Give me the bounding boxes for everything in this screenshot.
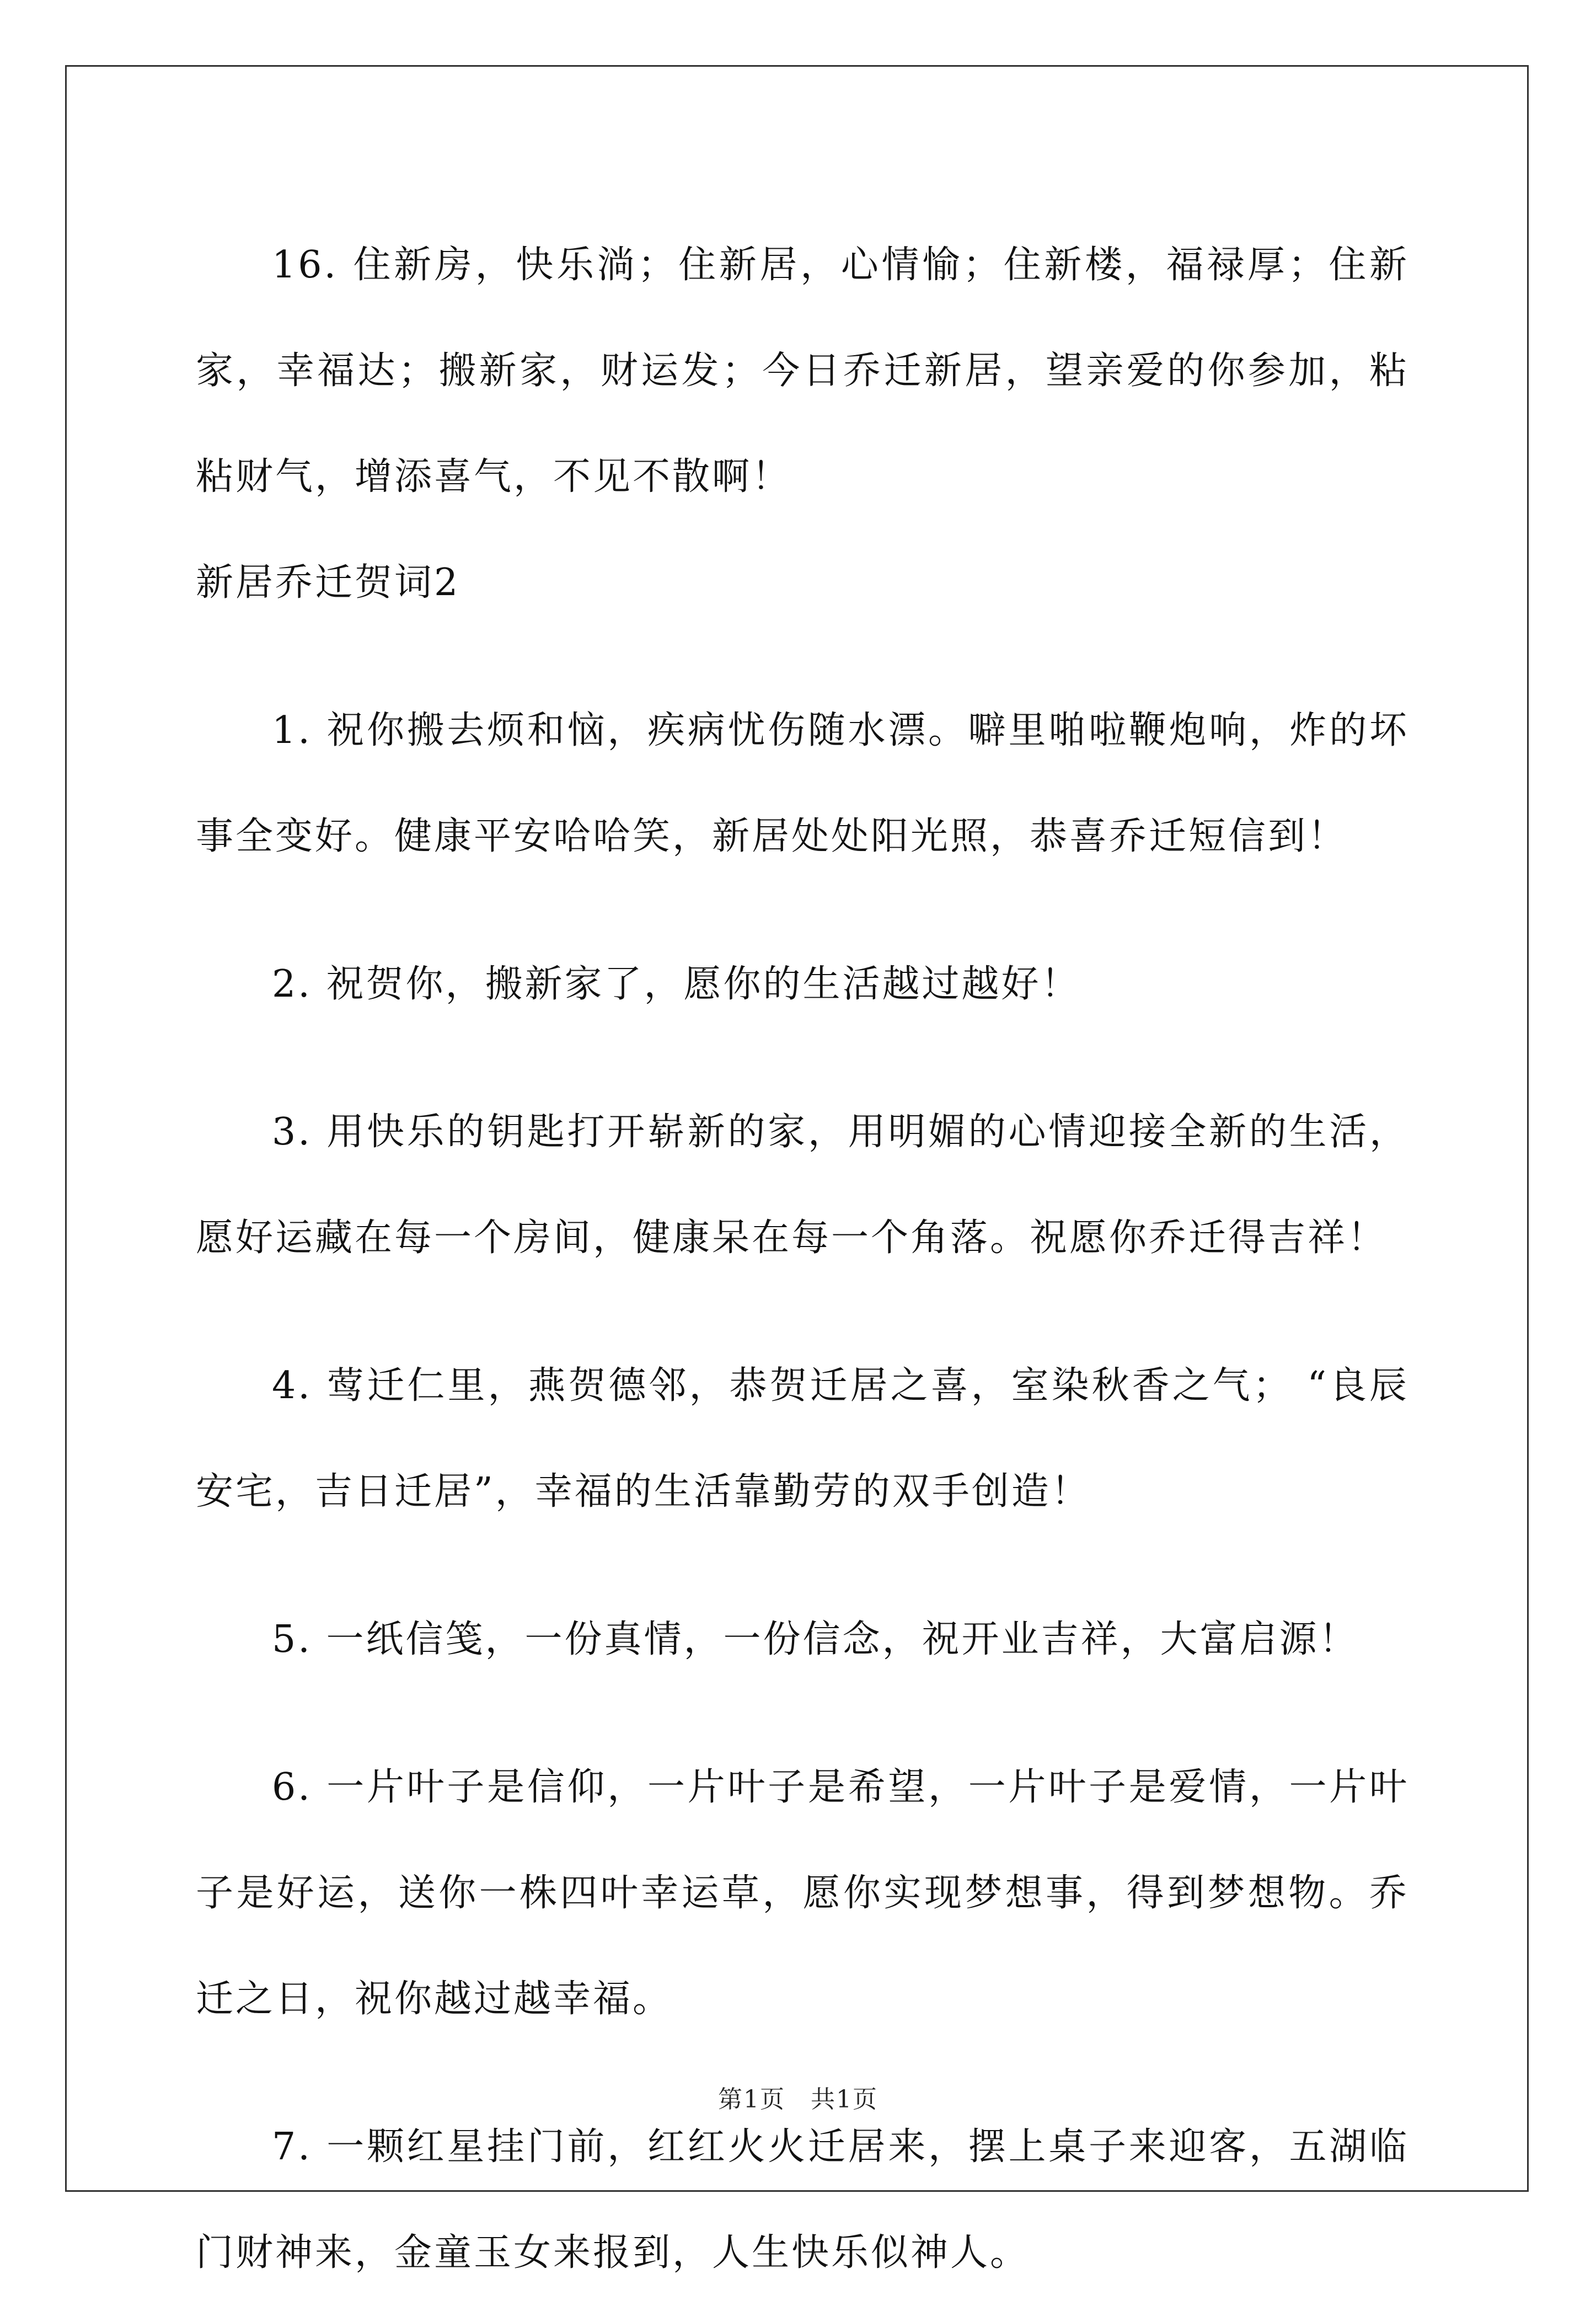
section-heading: 新居乔迁贺词2 <box>196 561 460 604</box>
paragraph-5: 5. 一纸信笺，一份真情，一份信念，祝开业吉祥，大富启源！ <box>272 1618 1359 1661</box>
page-number-footer: 第1页 共1页 <box>718 2085 878 2114</box>
document-body <box>196 212 1409 2306</box>
paragraph-1: 1. 祝你搬去烦和恼，疾病忧伤随水漂。噼里啪啦鞭炮响，炸的坏事全变好。健康平安哈哈笑，新居处处阳光照，恭喜乔迁短信到！ <box>196 709 1409 858</box>
paragraph-2: 2. 祝贺你，搬新家了，愿你的生活越过越好！ <box>272 962 1081 1006</box>
paragraph-4: 4. 莺迁仁里，燕贺德邻，恭贺迁居之喜，室染秋香之气； “良辰安宅，吉日迁居”，幸福的生活靠勤劳的双手创造！ <box>196 1364 1409 1513</box>
paragraph-6: 6. 一片叶子是信仰，一片叶子是希望，一片叶子是爱情，一片叶子是好运，送你一株四叶幸运草，愿你实现梦想事，得到梦想物。乔迁之日，祝你越过越幸福。 <box>196 1765 1409 2021</box>
paragraph-16: 16. 住新房，快乐淌；住新居，心情愉；住新楼，福禄厚；住新家，幸福达；搬新家，财运发；今日乔迁新居，望亲爱的你参加，粘粘财气，增添喜气，不见不散啊！ <box>196 243 1409 499</box>
paragraph-7: 7. 一颗红星挂门前，红红火火迁居来，摆上桌子来迎客，五湖临门财神来，金童玉女来报到，人生快乐似神人。 <box>196 2125 1409 2275</box>
paragraph-3: 3. 用快乐的钥匙打开崭新的家，用明媚的心情迎接全新的生活，愿好运藏在每一个房间，健康呆在每一个角落。祝愿你乔迁得吉祥！ <box>196 1110 1409 1260</box>
